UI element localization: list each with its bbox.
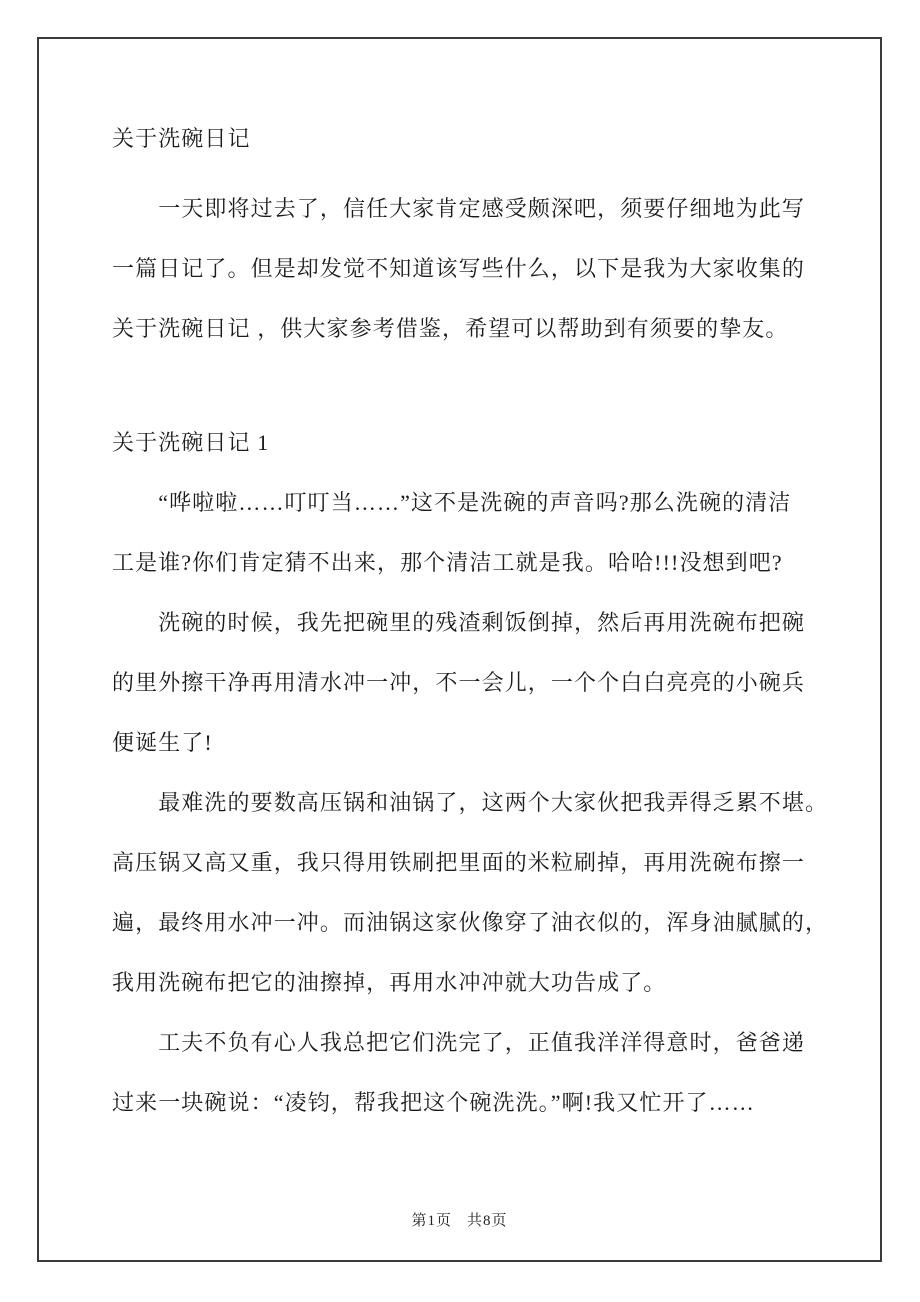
- document-content: [39, 39, 880, 1133]
- page-number-current: 第1页: [411, 1213, 452, 1229]
- section-1-line-9: 我用洗碗布把它的油擦掉，再用水冲冲就大功告成了。: [112, 970, 667, 995]
- intro-line-1: 一天即将过去了，信任大家肯定感受颇深吧，须要仔细地为此写: [112, 196, 806, 221]
- section-1-line-6: 最难洗的要数高压锅和油锅了，这两个大家伙把我弄得乏累不堪。: [112, 790, 829, 815]
- section-1-line-5: 便诞生了!: [112, 730, 213, 755]
- page-footer: [39, 1209, 880, 1230]
- section-1-line-4: 的里外擦干净再用清水冲一冲，不一会儿，一个个白白亮亮的小碗兵: [112, 670, 806, 695]
- section-1-line-8: 遍，最终用水冲一冲。而油锅这家伙像穿了油衣似的，浑身油腻腻的，: [112, 910, 829, 935]
- page-number-total: 共8页: [467, 1213, 508, 1229]
- section-1-line-1: “哗啦啦……叮叮当……”这不是洗碗的声音吗?那么洗碗的清洁: [112, 490, 792, 515]
- section-1-line-7: 高压锅又高又重，我只得用铁刷把里面的米粒刷掉，再用洗碗布擦一: [112, 850, 806, 875]
- section-1-line-10: 工夫不负有心人我总把它们洗完了，正值我洋洋得意时，爸爸递: [112, 1030, 806, 1055]
- document-page: [37, 37, 882, 1262]
- intro-line-3: 关于洗碗日记 ，供大家参考借鉴，希望可以帮助到有须要的挚友。: [112, 316, 789, 341]
- document-title: 关于洗碗日记: [112, 126, 251, 151]
- section-1-line-11: 过来一块碗说：“凌钧，帮我把这个碗洗洗。”啊!我又忙开了……: [112, 1090, 755, 1115]
- section-1-line-2: 工是谁?你们肯定猜不出来，那个清洁工就是我。哈哈!!!没想到吧?: [112, 550, 783, 575]
- section-1-heading: 关于洗碗日记 1: [112, 430, 270, 455]
- section-1-line-3: 洗碗的时候，我先把碗里的残渣剩饭倒掉，然后再用洗碗布把碗: [112, 610, 806, 635]
- intro-line-2: 一篇日记了。但是却发觉不知道该写些什么，以下是我为大家收集的: [112, 256, 806, 281]
